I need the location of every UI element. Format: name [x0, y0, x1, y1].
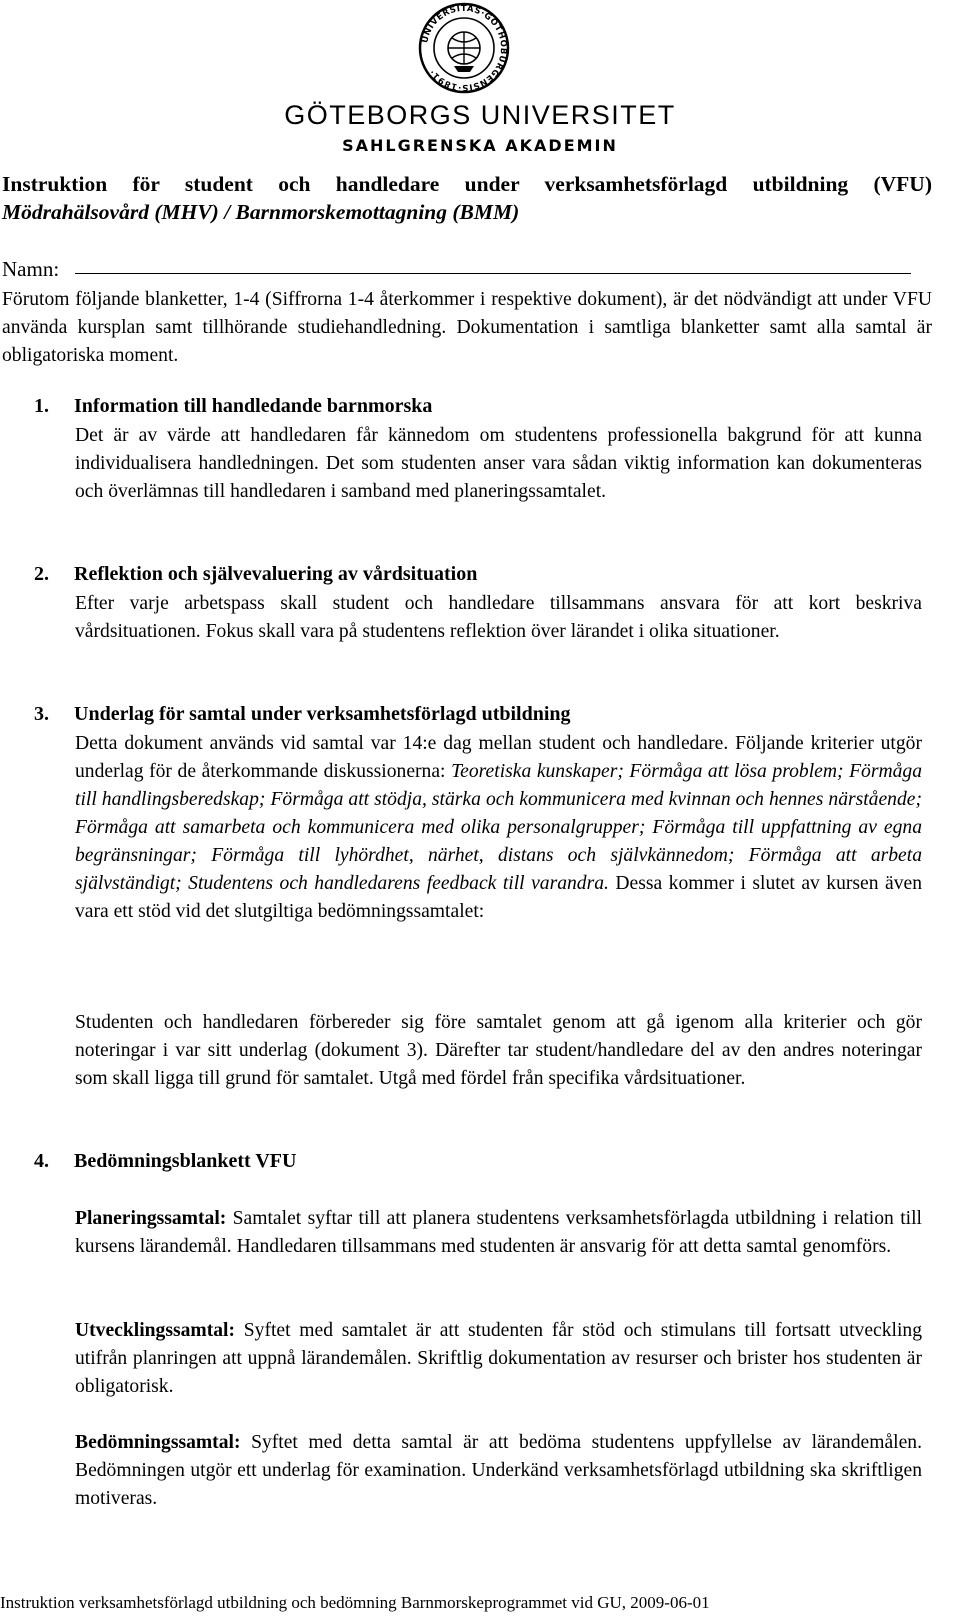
section-2-heading: [34, 563, 477, 586]
section-3-body: [75, 730, 922, 926]
section-1-heading: [34, 395, 432, 418]
page-footer: Instruktion verksamhetsförlagd utbildning och bedömning Barnmorskeprogrammet vid GU, 2009-06-01: [0, 1593, 710, 1612]
assessment-talk-paragraph: [75, 1429, 922, 1513]
university-seal-logo: [418, 2, 510, 94]
section-title: Information till handledande barnmorska: [74, 395, 433, 417]
criteria-list: Teoretiska kunskaper; Förmåga att lösa problem; Förmåga till handlingsberedskap; Förmåga att stödja, stärka och kommunicera med kvinnan och hennes närstående; Förmåga att samarbeta och kommunicera med olika personalgrupper; Förmåga till uppfattning av egna begränsningar; Förmåga till lyhördhet, närhet, distans och självkännedom; Förmåga att arbeta självständigt; Studentens och handledarens feedback till varandra.: [75, 761, 922, 894]
faculty-name: SAHLGRENSKA AKADEMIN: [342, 136, 618, 155]
section-3-text-a: Detta dokument används vid samtal var 14:e dag mellan student och handledare. Följande kriterier utgör underlag för de återkommande diskussionerna:: [75, 733, 922, 782]
document-title: Instruktion för student och handledare under verksamhetsförlagd utbildning (VFU): [2, 172, 932, 196]
university-name: GÖTEBORGS UNIVERSITET: [284, 100, 676, 130]
section-3-heading: [34, 703, 571, 726]
section-number: 4.: [34, 1150, 49, 1172]
section-title: Underlag för samtal under verksamhetsförlagd utbildning: [74, 703, 571, 725]
intro-paragraph: Förutom följande blanketter, 1-4 (Siffrorna 1-4 återkommer i respektive dokument), är det nödvändigt att under VFU använda kursplan samt tillhörande studiehandledning. Dokumentation i samtliga blanketter samt alla samtal är obligatoriska moment.: [2, 289, 932, 366]
section-4-heading: [34, 1150, 296, 1173]
name-label: Namn:: [2, 257, 60, 281]
svg-text:UNIVERSITAS·GOTHOBURGENSIS·189: UNIVERSITAS·GOTHOBURGENSIS·1891·: [420, 3, 509, 93]
development-talk-paragraph: [75, 1317, 922, 1401]
item-label: Bedömningssamtal:: [75, 1432, 241, 1453]
section-number: 1.: [34, 395, 49, 417]
item-text: Syftet med samtalet är att studenten får stöd och stimulans till fortsatt utveckling utifrån planringen att uppnå lärandemålen. Skriftlig dokumentation av resurser och brister hos studenten är obligatorisk.: [75, 1320, 922, 1397]
item-text: Samtalet syftar till att planera studentens verksamhetsförlagda utbildning i relation till kursens lärandemål. Handledaren tillsammans med studenten är ansvarig för att detta samtal genomförs.: [75, 1208, 922, 1257]
name-input-line[interactable]: [75, 273, 911, 274]
section-title: Bedömningsblankett VFU: [74, 1150, 297, 1172]
section-3-text-c: Studenten och handledaren förbereder sig före samtalet genom att gå igenom alla kriterier och gör noteringar i var sitt underlag (dokument 3). Därefter tar student/handledare del av den andres noteringar som skall ligga till grund för samtalet. Utgå med fördel från specifika vårdsituationer.: [75, 1012, 922, 1089]
section-1-body: Det är av värde att handledaren får kännedom om studentens professionella bakgrund för att kunna individualisera handledningen. Det som studenten anser vara sådan viktig information kan dokumenteras och överlämnas till handledaren i samband med planeringssamtalet.: [75, 425, 922, 502]
item-label: Utvecklingssamtal:: [75, 1320, 236, 1341]
section-number: 2.: [34, 563, 49, 585]
section-3-text-b: Dessa kommer i slutet av kursen även vara ett stöd vid det slutgiltiga bedömningssamtalet:: [75, 873, 922, 922]
section-2-body: Efter varje arbetspass skall student och handledare tillsammans ansvara för att kort beskriva vårdsituationen. Fokus skall vara på studentens reflektion över lärandet i olika situationer.: [75, 593, 922, 642]
section-number: 3.: [34, 703, 49, 725]
section-title: Reflektion och självevaluering av vårdsituation: [74, 563, 478, 585]
document-subtitle: Mödrahälsovård (MHV) / Barnmorskemottagning (BMM): [2, 200, 520, 224]
item-text: Syftet med detta samtal är att bedöma studentens uppfyllelse av lärandemålen. Bedömningen utgör ett underlag för examination. Underkänd verksamhetsförlagd utbildning ska skriftligen motiveras.: [75, 1432, 922, 1509]
item-label: Planeringssamtal:: [75, 1208, 227, 1229]
planning-talk-paragraph: [75, 1205, 922, 1261]
